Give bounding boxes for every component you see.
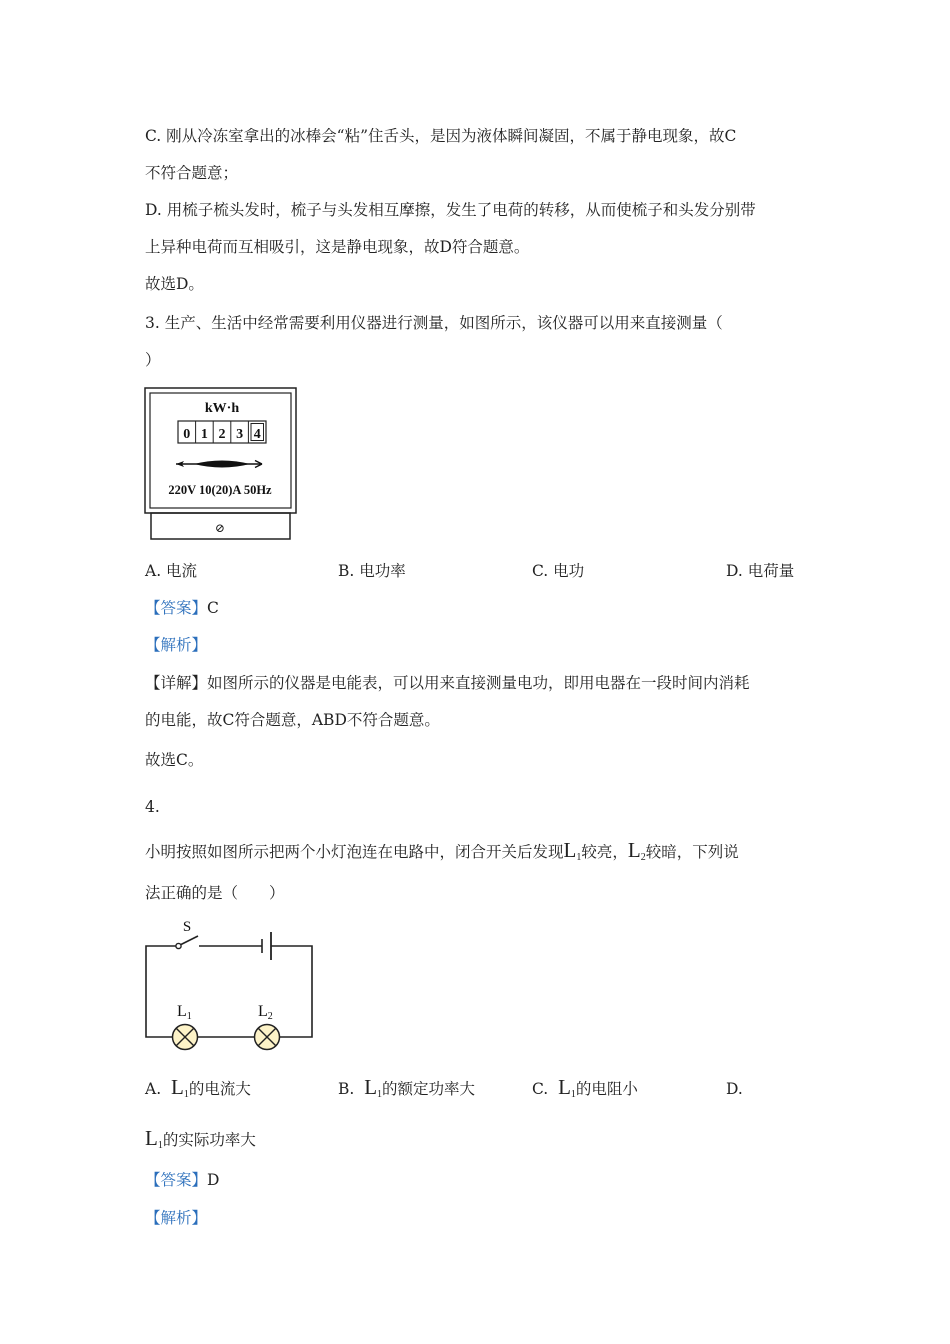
q4-analysis (145, 1208, 207, 1228)
q4-stem-text: 较亮， (581, 843, 628, 861)
q3-option-b: B. 电功率 (338, 562, 406, 580)
q3-answer (145, 598, 219, 618)
switch-label: S (182, 919, 192, 935)
detail-text: 如图所示的仪器是电能表，可以用来直接测量电功，即用电器在一段时间内消耗 (207, 674, 750, 692)
q3-analysis (145, 635, 207, 655)
analysis-tag: 【解析】 (145, 636, 208, 654)
q3-detail-line1 (145, 673, 750, 693)
q4-option-b: B. $L_1$的额定功率大 (338, 1075, 476, 1100)
q4-stem-line1 (145, 840, 739, 868)
energy-meter-figure (144, 387, 300, 541)
q4-option-d-text: $L_1$的实际功率大 (145, 1126, 256, 1151)
meter-disc-arrow-icon (176, 461, 262, 468)
option-d-explanation-line2: 上异种电荷而互相吸引，这是静电现象，故D符合题意。 (145, 238, 530, 256)
answer-tag: 【答案】 (145, 599, 208, 617)
meter-digit: 0 (183, 427, 191, 442)
meter-digit: 4 (253, 427, 261, 442)
q3-selection: 故选C。 (145, 751, 204, 769)
meter-digit: 1 (200, 427, 208, 442)
lamp-l2-symbol: $L_2$ (627, 838, 646, 863)
lamp-l1-label: L1 (177, 1003, 192, 1022)
meter-knob-icon: ⊘ (214, 521, 226, 535)
q4-option-a: A. $L_1$的电流大 (145, 1075, 251, 1100)
q3-option-d: D. 电荷量 (726, 562, 795, 580)
q2-selection: 故选D。 (145, 275, 204, 293)
q4-stem-text: 较暗，下列说 (645, 843, 739, 861)
q3-option-c: C. 电功 (532, 562, 585, 580)
q4-stem-line2: 法正确的是（ ） (145, 884, 285, 902)
q3-stem-line2: ） (145, 351, 161, 369)
analysis-tag: 【解析】 (145, 1209, 208, 1227)
q3-option-a: A. 电流 (145, 562, 198, 580)
option-d-explanation-line1: D. 用梳子梳头发时，梳子与头发相互摩擦，发生了电荷的转移，从而使梳子和头发分别带 (145, 201, 756, 219)
lamp-l2-label: L2 (258, 1003, 273, 1022)
q4-option-c: C. $L_1$的电阻小 (532, 1075, 638, 1100)
lamp-l1-symbol: $L_1$ (563, 838, 582, 863)
detail-tag: 【详解】 (145, 674, 208, 692)
lamp-l1-icon (173, 1025, 198, 1050)
meter-rating: 220V 10(20)A 50Hz (168, 483, 272, 497)
option-c-explanation-line1: C. 刚从冷冻室拿出的冰棒会“粘”住舌头，是因为液体瞬间凝固，不属于静电现象，故C (145, 127, 737, 145)
answer-value: D (207, 1171, 220, 1189)
q3-detail-line2: 的电能，故C符合题意，ABD不符合题意。 (145, 711, 440, 729)
meter-unit: kW·h (204, 401, 240, 416)
meter-digit: 3 (236, 427, 244, 442)
q3-stem-line1: 3. 生产、生活中经常需要利用仪器进行测量，如图所示，该仪器可以用来直接测量（ (145, 314, 723, 332)
lamp-l2-icon (255, 1025, 280, 1050)
q4-option-d-prefix: D. (726, 1080, 743, 1098)
q4-stem-text: 小明按照如图所示把两个小灯泡连在电路中，闭合开关后发现 (145, 843, 564, 861)
switch-contact (176, 943, 181, 948)
option-c-explanation-line2: 不符合题意； (145, 164, 239, 182)
q4-number: 4. (145, 798, 160, 816)
circuit-diagram (140, 915, 320, 1051)
answer-value: C (207, 599, 219, 617)
meter-digit: 2 (218, 427, 226, 442)
answer-tag: 【答案】 (145, 1171, 208, 1189)
q4-answer (145, 1170, 219, 1190)
